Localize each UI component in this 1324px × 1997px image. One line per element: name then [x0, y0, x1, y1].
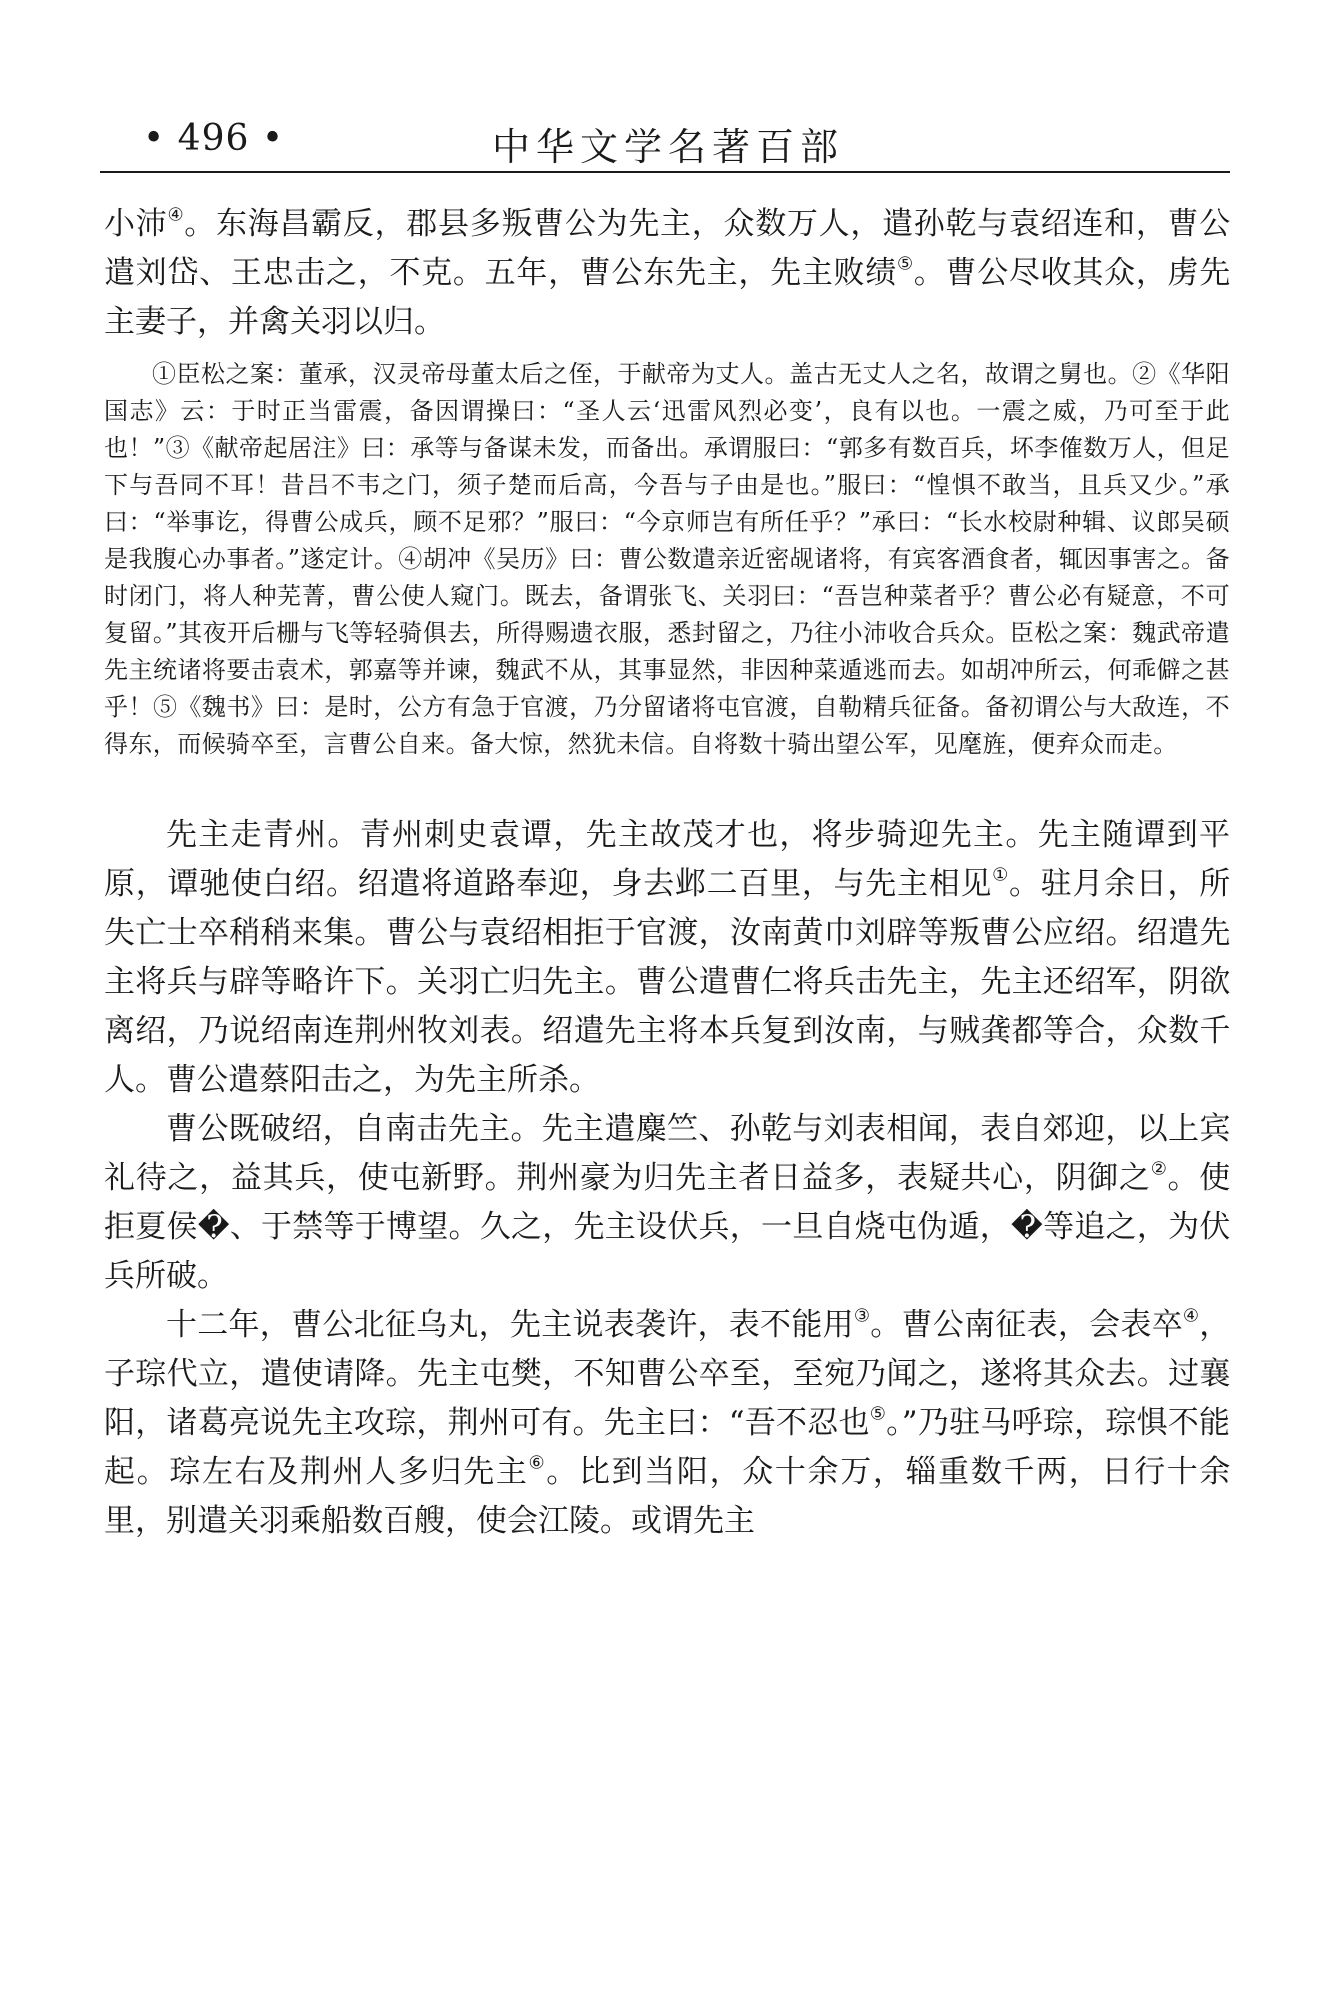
paragraph: 曹公既破绍，自南击先主。先主遣麋竺、孙乾与刘表相闻，表自郊迎，以上宾礼待之，益其兵，使屯新野。荆州豪为归先主者日益多，表疑共心，阴御之②。使拒夏侯�、于禁等于博望。久之，先主设伏兵，一旦自烧屯伪遁，�等追之，为伏兵所破。	[104, 1111, 1231, 1294]
top-passage: 小沛④。东海昌霸反，郡县多叛曹公为先主，众数万人，遣孙乾与袁绍连和，曹公遣刘岱、王忠击之，不克。五年，曹公东先主，先主败绩⑤。曹公尽收其众，虏先主妻子，并禽关羽以归。	[104, 204, 1231, 340]
footnote-marker: ①	[992, 864, 1009, 886]
footnote-marker: ③	[853, 1305, 871, 1327]
annotation-notes	[104, 356, 1230, 763]
page-body	[104, 200, 1230, 1546]
footnote-marker: ⑥	[528, 1452, 547, 1474]
paragraph: 十二年，曹公北征乌丸，先主说表袭许，表不能用③。曹公南征表，会表卒④，子琮代立，遣使请降。先主屯樊，不知曹公卒至，至宛乃闻之，遂将其众去。过襄阳，诸葛亮说先主攻琮，荆州可有。先主曰：“吾不忍也⑤。”乃驻马呼琮，琮惧不能起。琮左右及荆州人多归先主⑥。比到当阳，众十余万，辎重数千两，日行十余里，别遣关羽乘船数百艘，使会江陵。或谓先主	[104, 1305, 1231, 1539]
footnote-marker: ⑤	[896, 253, 914, 275]
footnote-marker: ④	[167, 204, 185, 226]
footnote-marker: ②	[1150, 1158, 1168, 1180]
footnote-marker: ⑤	[869, 1403, 887, 1425]
page-number: • 496 •	[143, 118, 285, 159]
header-rule	[100, 171, 1230, 173]
footnote-marker: ④	[1182, 1305, 1200, 1327]
paragraph: 先主走青州。青州刺史袁谭，先主故茂才也，将步骑迎先主。先主随谭到平原，谭驰使白绍。绍遣将道路奉迎，身去邺二百里，与先主相见①。驻月余日，所失亡士卒稍稍来集。曹公与袁绍相拒于官渡，汝南黄巾刘辟等叛曹公应绍。绍遣先主将兵与辟等略许下。关羽亡归先主。曹公遣曹仁将兵击先主，先主还绍军，阴欲离绍，乃说绍南连荆州牧刘表。绍遣先主将本兵复到汝南，与贼龚都等合，众数千人。曹公遣蔡阳击之，为先主所杀。	[104, 817, 1231, 1098]
annotation-text: ①臣松之案：董承，汉灵帝母董太后之侄，于献帝为丈人。盖古无丈人之名，故谓之舅也。②《华阳国志》云：于时正当雷震，备因谓操曰：“圣人云‘迅雷风烈必变’，良有以也。一震之威，乃可至于此也！”③《献帝起居注》曰：承等与备谋未发，而备出。承谓服曰：“郭多有数百兵，坏李傕数万人，但足下与吾同不耳！昔吕不韦之门，须子楚而后高，今吾与子由是也。”服曰：“惶惧不敢当，且兵又少。”承曰：“举事讫，得曹公成兵，顾不足邪？”服曰：“今京师岂有所任乎？”承曰：“长水校尉种辑、议郎吴硕是我腹心办事者。”遂定计。④胡冲《吴历》曰：曹公数遣亲近密觇诸将，有宾客酒食者，辄因事害之。备时闭门，将人种芜菁，曹公使人窥门。既去，备谓张飞、关羽曰：“吾岂种菜者乎？曹公必有疑意，不可复留。”其夜开后栅与飞等轻骑俱去，所得赐遗衣服，悉封留之，乃往小沛收合兵众。臣松之案：魏武帝遣先主统诸将要击袁术，郭嘉等并谏，魏武不从，其事显然，非因种菜遁逃而去。如胡冲所云，何乖僻之甚乎！⑤《魏书》曰：是时，公方有急于官渡，乃分留诸将屯官渡，自勒精兵征备。备初谓公与大敌连，不得东，而候骑卒至，言曹公自来。备大惊，然犹未信。自将数十骑出望公军，见麾旌，便弃众而走。	[104, 360, 1230, 758]
section-gap	[104, 763, 1230, 811]
running-title: 中华文学名著百部	[491, 125, 844, 169]
page-header	[103, 110, 1233, 170]
